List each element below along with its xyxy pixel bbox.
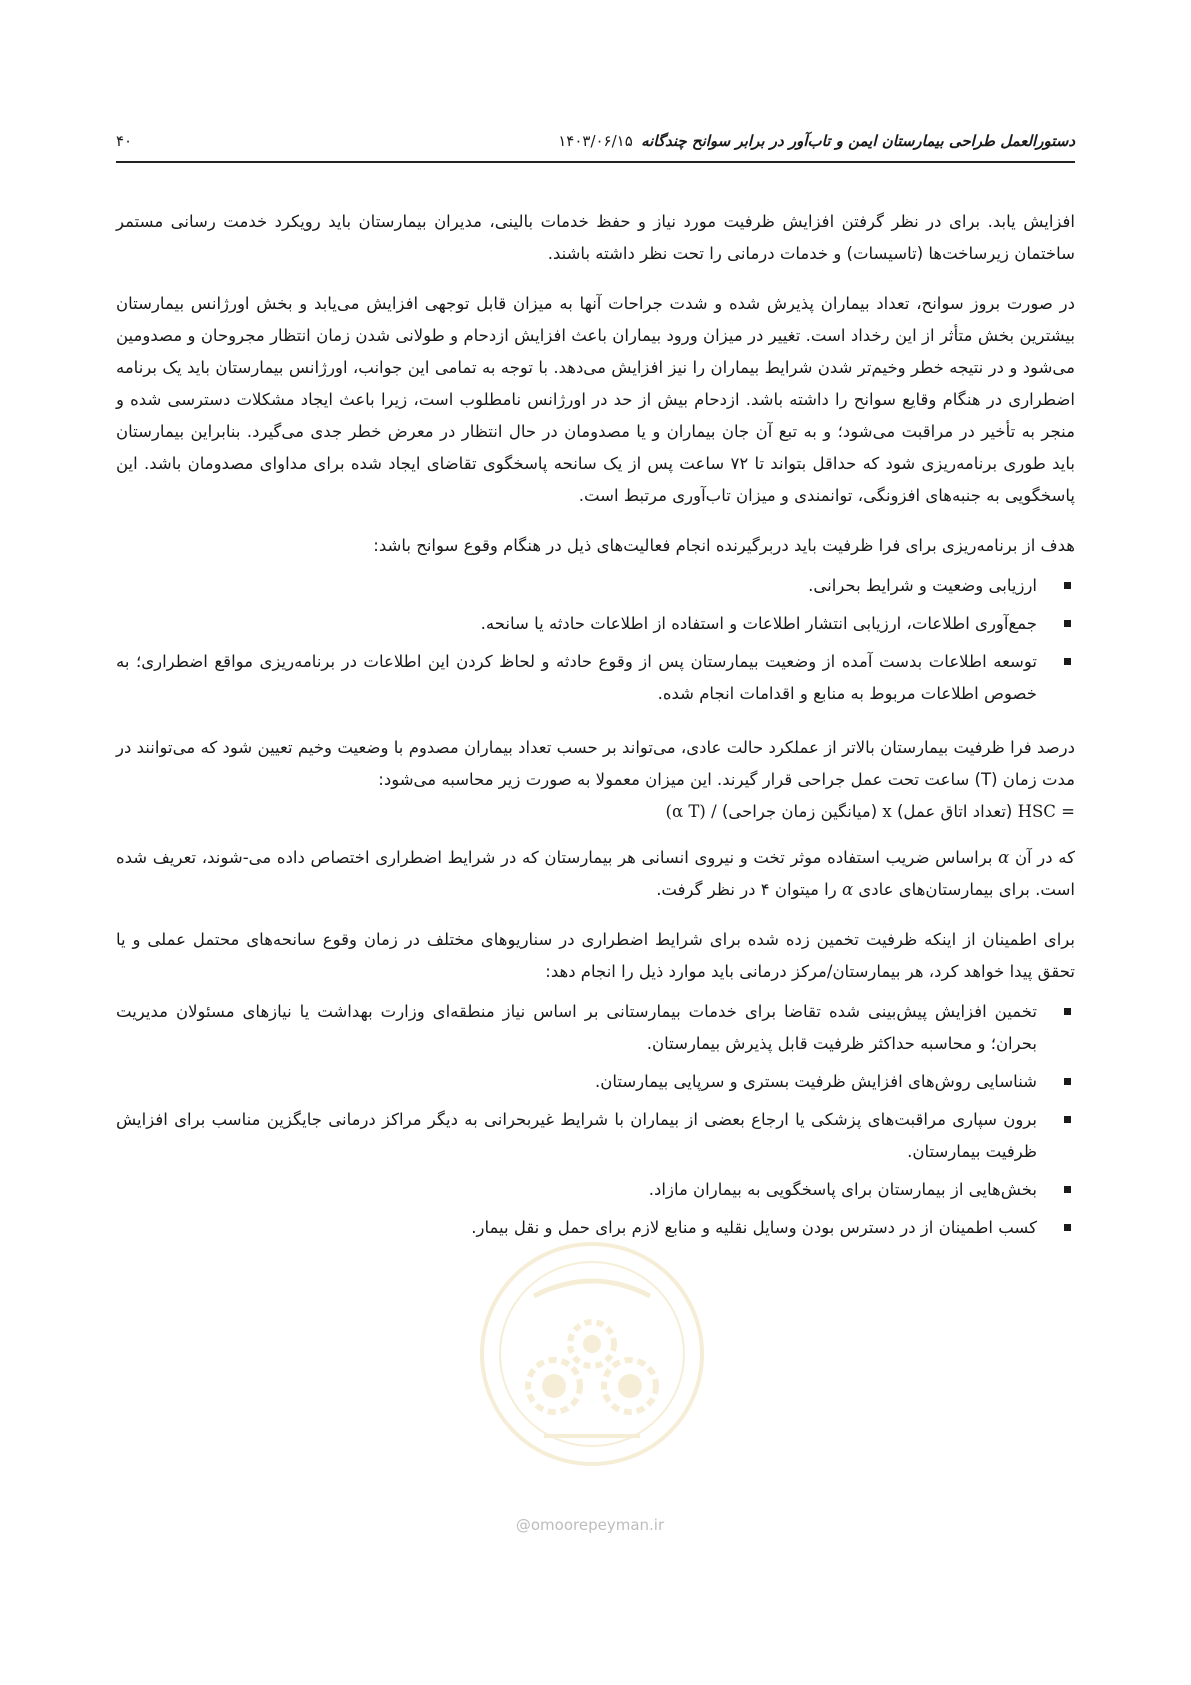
list-item-text: توسعه اطلاعات بدست آمده از وضعیت بیمارستان پس از وقوع حادثه و لحاظ کردن این اطلاعات در برنامه‌ریزی مواقع اضطراری؛ به خصوص اطلاعات مربوط به منابع و اقدامات انجام شده. bbox=[116, 652, 1037, 703]
bullet-icon bbox=[1064, 1116, 1071, 1123]
list-item-text: جمع‌آوری اطلاعات، ارزیابی انتشار اطلاعات و استفاده از اطلاعات حادثه یا سانحه. bbox=[480, 614, 1037, 633]
watermark-text: @omoorepeyman.ir bbox=[515, 1516, 665, 1534]
running-header bbox=[116, 130, 1075, 156]
list-item bbox=[116, 608, 1075, 640]
bullet-icon bbox=[1064, 1078, 1071, 1085]
list-item bbox=[116, 1174, 1075, 1206]
alpha-text-before: که در آن bbox=[1014, 848, 1075, 867]
paragraph-surge-percentage-text: درصد فرا ظرفیت بیمارستان بالاتر از عملکرد حالت عادی، می‌تواند بر حسب تعداد بیماران مصدوم با وضعیت وخیم تعیین شود که می‌توانند در مدت زمان (T) ساعت تحت عمل جراحی قرار گیرند. این میزان معمولا به صورت زیر محاسبه می‌شود: bbox=[116, 738, 1075, 789]
formula-operating-rooms: (تعداد اتاق عمل) bbox=[896, 802, 1013, 821]
list-item-text: برون سپاری مراقبت‌های پزشکی یا ارجاع بعضی از بیماران با شرایط غیربحرانی به دیگر مراکز درمانی جایگزین مناسب برای افزایش ظرفیت بیمارستان. bbox=[116, 1110, 1037, 1161]
list-item-text: کسب اطمینان از در دسترس بودن وسایل نقلیه و منابع لازم برای حمل و نقل بیمار. bbox=[471, 1218, 1037, 1237]
list-item-text: شناسایی روش‌های افزایش ظرفیت بستری و سرپایی بیمارستان. bbox=[594, 1072, 1037, 1091]
formula-avg-surgery-time: (میانگین زمان جراحی) bbox=[721, 802, 878, 821]
paragraph-surge-goal: هدف از برنامه‌ریزی برای فرا ظرفیت باید دربرگیرنده انجام فعالیت‌های ذیل در هنگام وقوع سوانح باشد: bbox=[373, 536, 1075, 555]
list-item-text: تخمین افزایش پیش‌بینی شده تقاضا برای خدمات بیمارستانی بر اساس نیاز منطقه‌ای وزارت بهداشت یا نیازهای مسئولان مدیریت بحران؛ و محاسبه حداکثر ظرفیت قابل پذیرش بیمارستان. bbox=[116, 1002, 1037, 1053]
document-body bbox=[116, 206, 1075, 1250]
paragraph-emergency-department: در صورت بروز سوانح، تعداد بیماران پذیرش شده و شدت جراحات آنها به میزان قابل توجهی افزایش می‌یابد و بخش اورژانس بیمارستان بیشترین بخش متأثر از این رخداد است. تغییر در میزان ورود بیماران باعث افزایش ازدحام و طولانی شدن زمان انتظار مجروحان و مصدومین می‌شود و در نتیجه خطر وخیم‌تر شدن شرایط بیماران را نیز افزایش می‌دهد. با توجه به تمامی این جوانب، اورژانس بیمارستان باید یک برنامه اضطراری در هنگام وقایع سوانح را داشته باشد. ازدحام بیش از حد در اورژانس نامطلوب است، زیرا باعث ایجاد مشکلات دسترسی شده و منجر به تأخیر در مراقبت می‌شود؛ و به تبع آن جان بیماران و یا مصدومان در حال انتظار در معرض خطر جدی می‌گیرد. بنابراین بیمارستان باید طوری برنامه‌ریزی شود که حداقل بتواند تا ۷۲ ساعت پس از یک سانحه پاسخگوی تقاضای ایجاد شده برای مداوای مصدومان باشد. این پاسخگویی به جنبه‌های افزونگی، توانمندی و میزان تاب‌آوری مرتبط است. bbox=[116, 294, 1075, 505]
alpha-text-end: را میتوان ۴ در نظر گرفت. bbox=[656, 880, 837, 899]
header-date: ۱۴۰۳/۰۶/۱۵ bbox=[558, 132, 633, 150]
page-number: ۴۰ bbox=[116, 132, 133, 150]
alpha-text-after: براساس ضریب استفاده موثر تخت و نیروی انسانی هر بیمارستان که در شرایط اضطراری اختصاص داده می-شوند، تعریف شده است. برای بیمارستان‌های عادی bbox=[116, 848, 1075, 899]
hospital-actions-list bbox=[116, 996, 1075, 1244]
header-title: دستورالعمل طراحی بیمارستان ایمن و تاب‌آور در برابر سوانح چندگانه bbox=[641, 132, 1075, 150]
list-item bbox=[116, 646, 1075, 710]
surge-activities-list bbox=[116, 570, 1075, 710]
bullet-icon bbox=[1064, 1224, 1071, 1231]
alpha-symbol: α bbox=[841, 880, 854, 899]
header-divider bbox=[116, 161, 1075, 163]
list-item bbox=[116, 1066, 1075, 1098]
list-item-text: ارزیابی وضعیت و شرایط بحرانی. bbox=[808, 576, 1037, 595]
watermark-seal-icon bbox=[474, 1236, 710, 1480]
list-item bbox=[116, 570, 1075, 602]
list-item bbox=[116, 1104, 1075, 1168]
formula-divide: / bbox=[711, 802, 717, 821]
paragraph-surge-percentage bbox=[116, 732, 1075, 828]
hsc-formula bbox=[116, 796, 1075, 828]
paragraph-alpha-definition bbox=[116, 842, 1075, 906]
formula-lhs: HSC = bbox=[1017, 802, 1075, 821]
bullet-icon bbox=[1064, 1186, 1071, 1193]
bullet-icon bbox=[1064, 582, 1071, 589]
paragraph-hospital-actions: برای اطمینان از اینکه ظرفیت تخمین زده شده برای شرایط اضطراری در سناریوهای مختلف در زمان وقوع سانحه‌های محتمل عملی و یا تحقق پیدا خواهد کرد، هر بیمارستان/مرکز درمانی باید موارد ذیل را انجام دهد: bbox=[116, 930, 1075, 981]
list-item-text: بخش‌هایی از بیمارستان برای پاسخگویی به بیماران مازاد. bbox=[648, 1180, 1037, 1199]
bullet-icon bbox=[1064, 1008, 1071, 1015]
alpha-symbol: α bbox=[998, 848, 1010, 867]
formula-times: x bbox=[882, 802, 892, 821]
bullet-icon bbox=[1064, 620, 1071, 627]
paragraph-capacity-intro: افزایش یابد. برای در نظر گرفتن افزایش ظرفیت مورد نیاز و حفظ خدمات بالینی، مدیران بیمارستان باید رویکرد خدمت رسانی مستمر ساختمان زیرساخت‌ها (تاسیسات) و خدمات درمانی را تحت نظر داشته باشند. bbox=[116, 212, 1075, 263]
formula-alpha-t: (α T) bbox=[665, 802, 706, 821]
list-item bbox=[116, 996, 1075, 1060]
bullet-icon bbox=[1064, 658, 1071, 665]
